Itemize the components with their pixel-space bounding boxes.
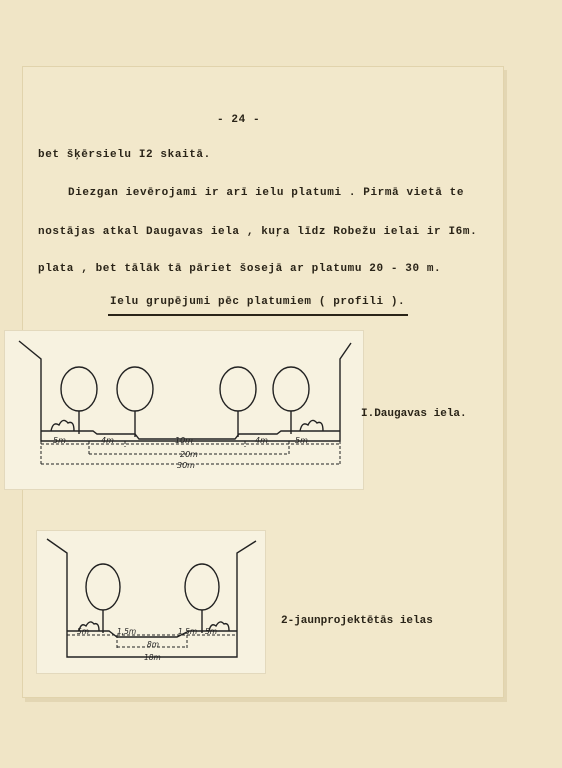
dim-p1-walk-right: 4m	[255, 436, 268, 445]
profile-2-drawing	[36, 530, 266, 674]
text-line-2: Diezgan ievērojami ir arī ielu platumi . Pirmā vietā te	[68, 187, 465, 199]
dim-p1-carriage: 10m	[175, 436, 193, 445]
dim-p2-walk-right: 1,5m	[178, 627, 198, 636]
profile-2-svg	[37, 531, 265, 673]
dim-p1-inner-total: 20m	[180, 450, 198, 459]
dim-p2-total: 18m	[144, 653, 161, 662]
text-line-4: plata , bet tālāk tā pāriet šosejā ar platumu 20 - 30 m.	[38, 263, 442, 275]
profile-2-label: 2-jaunprojektētās ielas	[281, 615, 433, 627]
dim-p1-side-right: 5m	[295, 436, 308, 445]
dim-p1-total: 30m	[177, 461, 195, 470]
dim-p2-carriage: 8m	[147, 640, 160, 649]
dim-p1-side-left: 5m	[53, 436, 66, 445]
heading-underline	[108, 314, 408, 316]
dim-p2-side-right: 5m	[205, 627, 218, 636]
dim-p2-walk-left: 1,5m	[117, 627, 137, 636]
profile-1-drawing	[4, 330, 364, 490]
profile-1-svg	[5, 331, 363, 489]
dim-p1-walk-left: 4m	[101, 436, 114, 445]
dim-p2-side-left: 5m	[77, 627, 90, 636]
profile-1-label: I.Daugavas iela.	[361, 408, 467, 420]
text-line-3: nostājas atkal Daugavas iela , kuŗa līdz Robežu ielai ir I6m.	[38, 226, 478, 238]
section-heading: Ielu grupējumi pēc platumiem ( profili ).	[110, 296, 406, 308]
page-number: - 24 -	[217, 114, 261, 126]
text-line-1: bet šķērsielu I2 skaitā.	[38, 149, 211, 161]
